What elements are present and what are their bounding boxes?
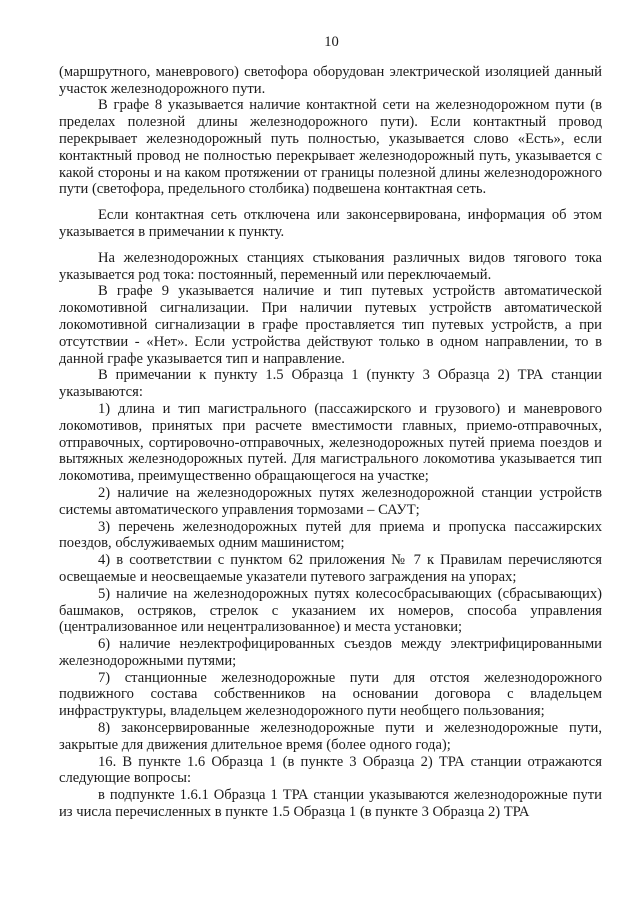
paragraph-continuation: (маршрутного, маневрового) светофора оборудован электрической изоляцией данный участок железнодорожного пути. — [59, 63, 602, 97]
paragraph-graph-8: В графе 8 указывается наличие контактной сети на железнодорожном пути (в пределах полезной длины железнодорожного пути). Если контактный провод перекрывает железнодорожный путь полностью, указывается слово «Есть», если контактный провод не полностью перекрывает железнодорожный путь, указывается с какой стороны и на каком протяжении от границы полезной длины железнодорожного пути (светофора, предельного столбика) подвешена контактная сеть. — [59, 97, 602, 198]
list-item-8: 8) законсервированные железнодорожные пути и железнодорожные пути, закрытые для движения длительное время (более одного года); — [59, 720, 602, 753]
list-item-1: 1) длина и тип магистрального (пассажирского и грузового) и маневрового локомотивов, принятых при расчете вместимости главных, приемо-отправочных, отправочных, сортировочно-отправочных, железнодорожных путей приема поездов и вытяжных железнодорожных путей. Для магистрального локомотива указывается тип локомотива, преимущественно обращающегося на участке; — [59, 400, 602, 485]
subsection-1-6-1-paragraph: в подпункте 1.6.1 Образца 1 ТРА станции указываются железнодорожные пути из числа перечисленных в пункте 1.5 Образца 1 (в пункте 3 Образца 2) ТРА — [59, 787, 602, 821]
paragraph-note-intro: В примечании к пункту 1.5 Образца 1 (пункту 3 Образца 2) ТРА станции указываются: — [59, 367, 602, 401]
paragraph-contact-network-disabled: Если контактная сеть отключена или законсервирована, информация об этом указывается в примечании к пункту. — [59, 207, 602, 240]
list-item-6: 6) наличие неэлектрофицированных съездов между электрифицированными железнодорожными путями; — [59, 636, 602, 669]
list-item-5: 5) наличие на железнодорожных путях колесосбрасывающих (сбрасывающих) башмаков, остряков, стрелок с указанием их номеров, способа управления (централизованное или нецентрализованное) и места установки; — [59, 585, 602, 636]
paragraph-graph-9: В графе 9 указывается наличие и тип путевых устройств автоматической локомотивной сигнализации. При наличии путевых устройств автоматической локомотивной сигнализации в графе проставляется тип путевых устройств, а при отсутствии - «Нет». Если устройства действуют только в одном направлении, то в данной графе указывается тип и направление. — [59, 283, 602, 367]
list-item-7: 7) станционные железнодорожные пути для отстоя железнодорожного подвижного состава собственников на основании договора с владельцем инфраструктуры, владельцем железнодорожного пути необщего пользования; — [59, 669, 602, 720]
section-16-paragraph: 16. В пункте 1.6 Образца 1 (в пункте 3 Образца 2) ТРА станции отражаются следующие вопросы: — [59, 753, 602, 787]
paragraph-traction-current: На железнодорожных станциях стыкования различных видов тягового тока указывается род тока: постоянный, переменный или переключаемый. — [59, 249, 602, 283]
list-item-2: 2) наличие на железнодорожных путях железнодорожной станции устройств системы автоматического управления тормозами – САУТ; — [59, 484, 602, 518]
list-item-4: 4) в соответствии с пунктом 62 приложения № 7 к Правилам перечисляются освещаемые и неосвещаемые указатели путевого заграждения на упорах; — [59, 552, 602, 585]
list-item-3: 3) перечень железнодорожных путей для приема и пропуска пассажирских поездов, обслуживаемых одним машинистом; — [59, 518, 602, 552]
page-number: 10 — [324, 34, 339, 50]
